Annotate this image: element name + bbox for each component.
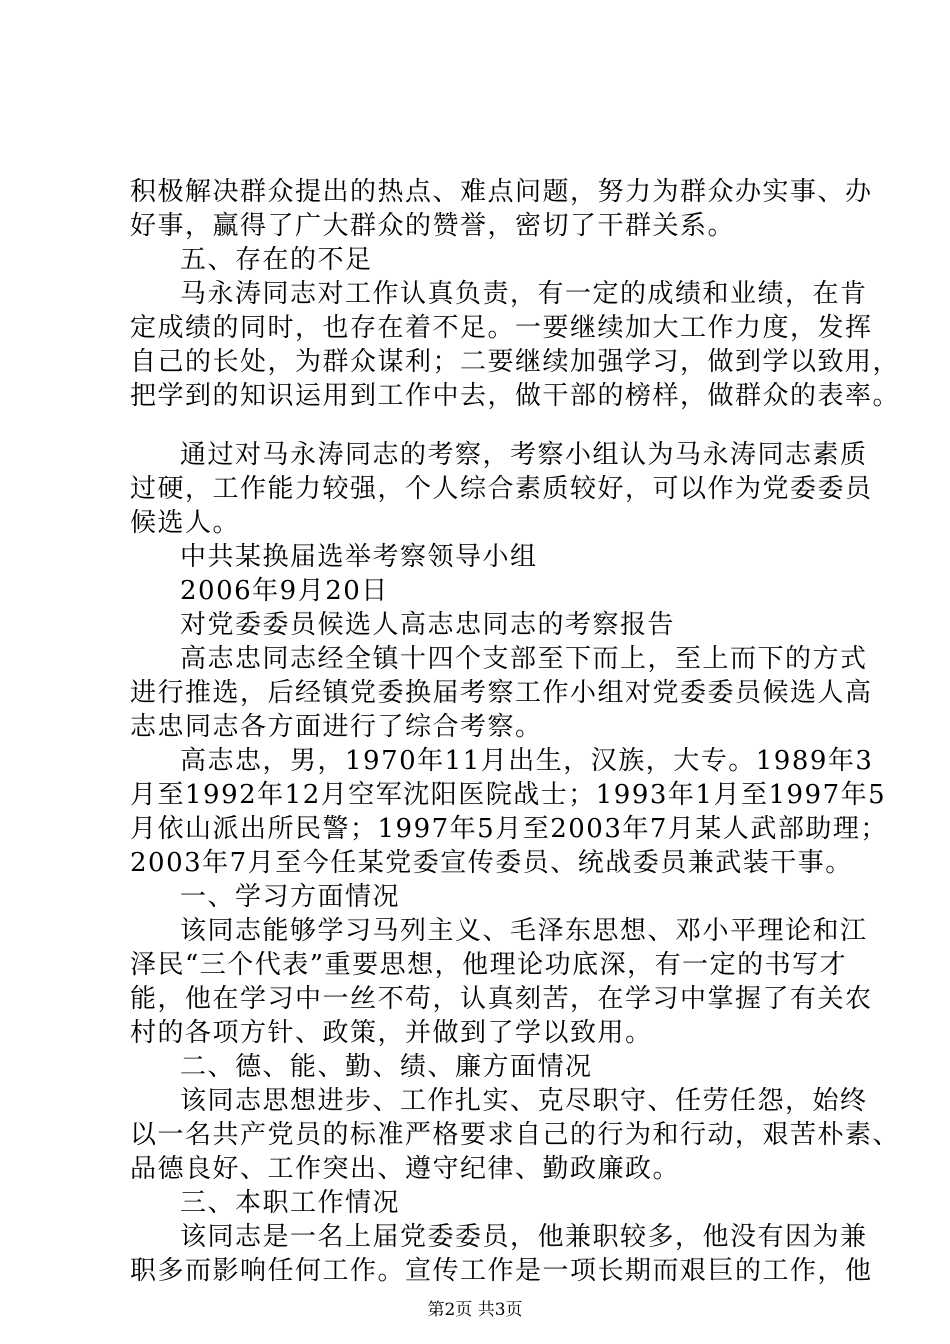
body-line: 自己的长处，为群众谋利；二要继续加强学习，做到学以致用， — [130, 347, 901, 377]
body-line: 泽民“三个代表”重要思想，他理论功底深，有一定的书写才 — [130, 950, 848, 980]
body-line: 高志忠同志经全镇十四个支部至下而上，至上而下的方式 — [180, 644, 868, 674]
body-line: 以一名共产党员的标准严格要求自己的行为和行动，艰苦朴素、 — [130, 1120, 901, 1150]
body-line: 2003年7月至今任某党委宣传委员、统战委员兼武装干事。 — [130, 848, 853, 878]
body-line: 好事，赢得了广大群众的赞誉，密切了干群关系。 — [130, 211, 736, 241]
section-heading: 一、学习方面情况 — [180, 882, 401, 912]
body-line: 候选人。 — [130, 508, 241, 538]
body-line: 月依山派出所民警；1997年5月至2003年7月某人武部助理； — [130, 814, 888, 844]
body-line: 志忠同志各方面进行了综合考察。 — [130, 712, 543, 742]
signature-org: 中共某换届选举考察领导小组 — [180, 542, 538, 572]
section-heading: 三、本职工作情况 — [180, 1188, 401, 1218]
body-line: 过硬，工作能力较强，个人综合素质较好，可以作为党委委员 — [130, 474, 873, 504]
body-line: 定成绩的同时，也存在着不足。一要继续加大工作力度，发挥 — [130, 313, 873, 343]
body-line: 月至1992年12月空军沈阳医院战士；1993年1月至1997年5 — [130, 780, 887, 810]
body-line: 马永涛同志对工作认真负责，有一定的成绩和业绩，在肯 — [180, 279, 868, 309]
body-line: 高志忠，男，1970年11月出生，汉族，大专。1989年3 — [180, 746, 874, 776]
body-line: 村的各项方针、政策，并做到了学以致用。 — [130, 1018, 653, 1048]
body-line: 该同志思想进步、工作扎实、克尽职守、任劳任怨，始终 — [180, 1086, 868, 1116]
body-line: 职多而影响任何工作。宣传工作是一项长期而艰巨的工作，他 — [130, 1256, 873, 1286]
body-line: 通过对马永涛同志的考察，考察小组认为马永涛同志素质 — [180, 440, 868, 470]
report-title: 对党委委员候选人高志忠同志的考察报告 — [180, 610, 676, 640]
body-line: 能，他在学习中一丝不苟，认真刻苦，在学习中掌握了有关农 — [130, 984, 873, 1014]
body-line: 该同志能够学习马列主义、毛泽东思想、邓小平理论和江 — [180, 916, 868, 946]
body-line: 品德良好、工作突出、遵守纪律、勤政廉政。 — [130, 1154, 681, 1184]
body-line: 把学到的知识运用到工作中去，做干部的榜样，做群众的表率。 — [130, 381, 901, 411]
body-line: 该同志是一名上届党委委员，他兼职较多，他没有因为兼 — [180, 1222, 868, 1252]
section-heading: 二、德、能、勤、绩、廉方面情况 — [180, 1052, 593, 1082]
signature-date: 2006年9月20日 — [180, 576, 389, 606]
section-heading: 五、存在的不足 — [180, 245, 373, 275]
body-line: 进行推选，后经镇党委换届考察工作小组对党委委员候选人高 — [130, 678, 873, 708]
page-footer: 第2页 共3页 — [427, 1300, 523, 1320]
body-line: 积极解决群众提出的热点、难点问题，努力为群众办实事、办 — [130, 177, 873, 207]
